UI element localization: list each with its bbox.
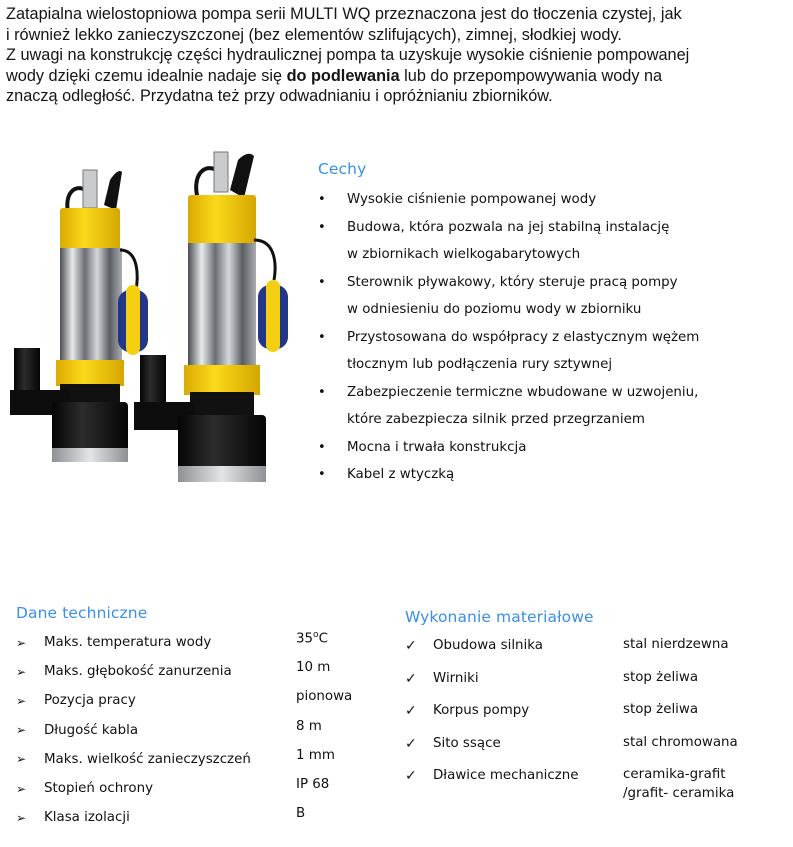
check-icon: ✓ [405,735,417,752]
bullet-icon: • [318,219,326,235]
technical-data-section [16,604,386,832]
technical-data-list [16,628,386,832]
value-text: IP 68 [296,777,330,793]
technical-data-value [296,777,329,792]
technical-data-row [16,803,386,832]
value-text: 8 m [296,718,322,734]
arrow-bullet-icon: ➢ [16,693,27,708]
value-text: 10 m [296,660,331,676]
material-row [405,728,793,761]
technical-data-row [16,628,386,657]
features-title: Cechy [318,160,367,178]
bullet-icon: • [318,439,326,455]
intro-line: Z uwagi na konstrukcję części hydraulicznej pompa ta uzyskuje wysokie ciśnienie pompowanej [6,46,690,65]
bullet-icon: • [318,467,326,482]
material-value [623,728,738,752]
materials-title: Wykonanie materiałowe [405,608,594,626]
feature-text: Zabezpieczenie termiczne wbudowane w uzwojeniu, [347,384,699,400]
feature-item [318,186,788,214]
technical-data-row [16,774,386,803]
technical-data-value [296,660,330,675]
value-suffix: C [318,631,328,647]
feature-text: tłocznym lub podłączenia rury sztywnej [347,357,613,372]
feature-text: Wysokie ciśnienie pompowanej wody [347,192,597,207]
arrow-bullet-icon: ➢ [16,723,27,738]
material-row [405,760,793,802]
arrow-bullet-icon: ➢ [16,635,27,650]
material-row [405,663,793,696]
arrow-bullet-icon: ➢ [16,781,27,796]
bullet-icon: • [318,384,326,400]
feature-item [318,461,788,489]
check-icon: ✓ [405,638,417,654]
check-icon: ✓ [405,670,417,687]
material-value-line: stal nierdzewna [623,637,729,652]
feature-text: Mocna i trwała konstrukcja [347,439,527,455]
bullet-icon: • [318,274,326,290]
feature-item [318,269,788,324]
feature-text: Sterownik pływakowy, który steruje pracą pompy [347,274,678,290]
material-value [623,695,698,719]
arrow-bullet-icon: ➢ [16,752,27,767]
pump-photo [0,140,310,500]
technical-data-label: Długość kabla [44,722,139,738]
technical-data-value [296,748,335,763]
material-label: Obudowa silnika [433,638,543,653]
bullet-icon: • [318,192,326,207]
intro-text: wody dzięki czemu idealnie nadaje się [6,66,287,85]
feature-text: które zabezpiecza silnik przed przegrzaniem [347,412,645,427]
arrow-bullet-icon: ➢ [16,810,27,825]
feature-text: w zbiornikach wielkogabarytowych [347,247,581,262]
technical-data-label: Klasa izolacji [44,810,130,826]
feature-text: Budowa, która pozwala na jej stabilną instalację [347,219,670,235]
material-label: Dławice mechaniczne [433,768,579,784]
technical-data-value [296,719,322,734]
feature-text: Przystosowana do współpracy z elastycznym wężem [347,329,700,345]
technical-data-row [16,657,386,686]
technical-data-label: Maks. wielkość zanieczyszczeń [44,751,251,767]
technical-data-value [296,689,352,704]
intro-line: i również lekko zanieczyszczonej (bez elementów szlifujących), zimnej, słodkiej wody. [6,25,622,44]
technical-data-row [16,716,386,745]
features-list [318,186,788,489]
value-text: 1 mm [296,747,335,763]
value-text: pionowa [296,689,353,705]
pump-right [134,152,288,482]
technical-data-row [16,745,386,774]
material-value-line: stal chromowana [623,734,738,750]
submersible-pump-pair-icon [0,140,310,500]
material-label: Sito ssące [433,735,501,751]
intro-line: znaczą odległość. Przydatna też przy odwadnianiu i opróżnianiu zbiorników. [6,87,553,106]
material-value-line: stop żeliwa [623,669,699,685]
technical-data-value [296,630,328,646]
material-value-line: ceramika-grafit [623,767,726,783]
material-row [405,630,793,663]
intro-text: lub do przepompowywania wody na [399,66,663,85]
materials-list [405,630,793,802]
bullet-icon: • [318,329,326,345]
feature-text: Kabel z wtyczką [347,467,455,482]
feature-item [318,434,788,462]
technical-data-label: Pozycja pracy [44,693,136,709]
degree-sup: o [313,630,319,641]
features-section [318,160,788,489]
material-row [405,695,793,728]
check-icon: ✓ [405,768,417,785]
materials-section [405,608,793,802]
value-text: B [296,806,306,822]
intro-bold-text: do podlewania [286,66,400,85]
feature-text: w odniesieniu do poziomu wody w zbiorniku [347,302,642,317]
intro-line: Zatapialna wielostopniowa pompa serii MULTI WQ przeznaczona jest do tłoczenia czystej, jak [6,5,682,23]
feature-item [318,379,788,434]
material-value-line: stop żeliwa [623,702,699,718]
technical-data-label: Stopień ochrony [44,781,154,797]
technical-data-label: Maks. głębokość zanurzenia [44,664,232,680]
material-label: Korpus pompy [433,703,530,719]
technical-data-value [296,806,305,821]
intro-paragraph [6,4,791,107]
value-text: 35 [296,631,314,647]
check-icon: ✓ [405,703,417,720]
technical-data-label: Maks. temperatura wody [44,635,212,651]
arrow-bullet-icon: ➢ [16,664,27,679]
material-value [623,760,734,803]
material-label: Wirniki [433,670,479,686]
feature-item [318,324,788,379]
intro-line [6,66,791,87]
feature-item [318,214,788,269]
pump-left [10,170,148,462]
material-value-line: /grafit- ceramika [623,786,735,802]
technical-data-row [16,686,386,715]
technical-data-title: Dane techniczne [16,604,148,622]
material-value [623,630,729,654]
material-value [623,663,698,687]
